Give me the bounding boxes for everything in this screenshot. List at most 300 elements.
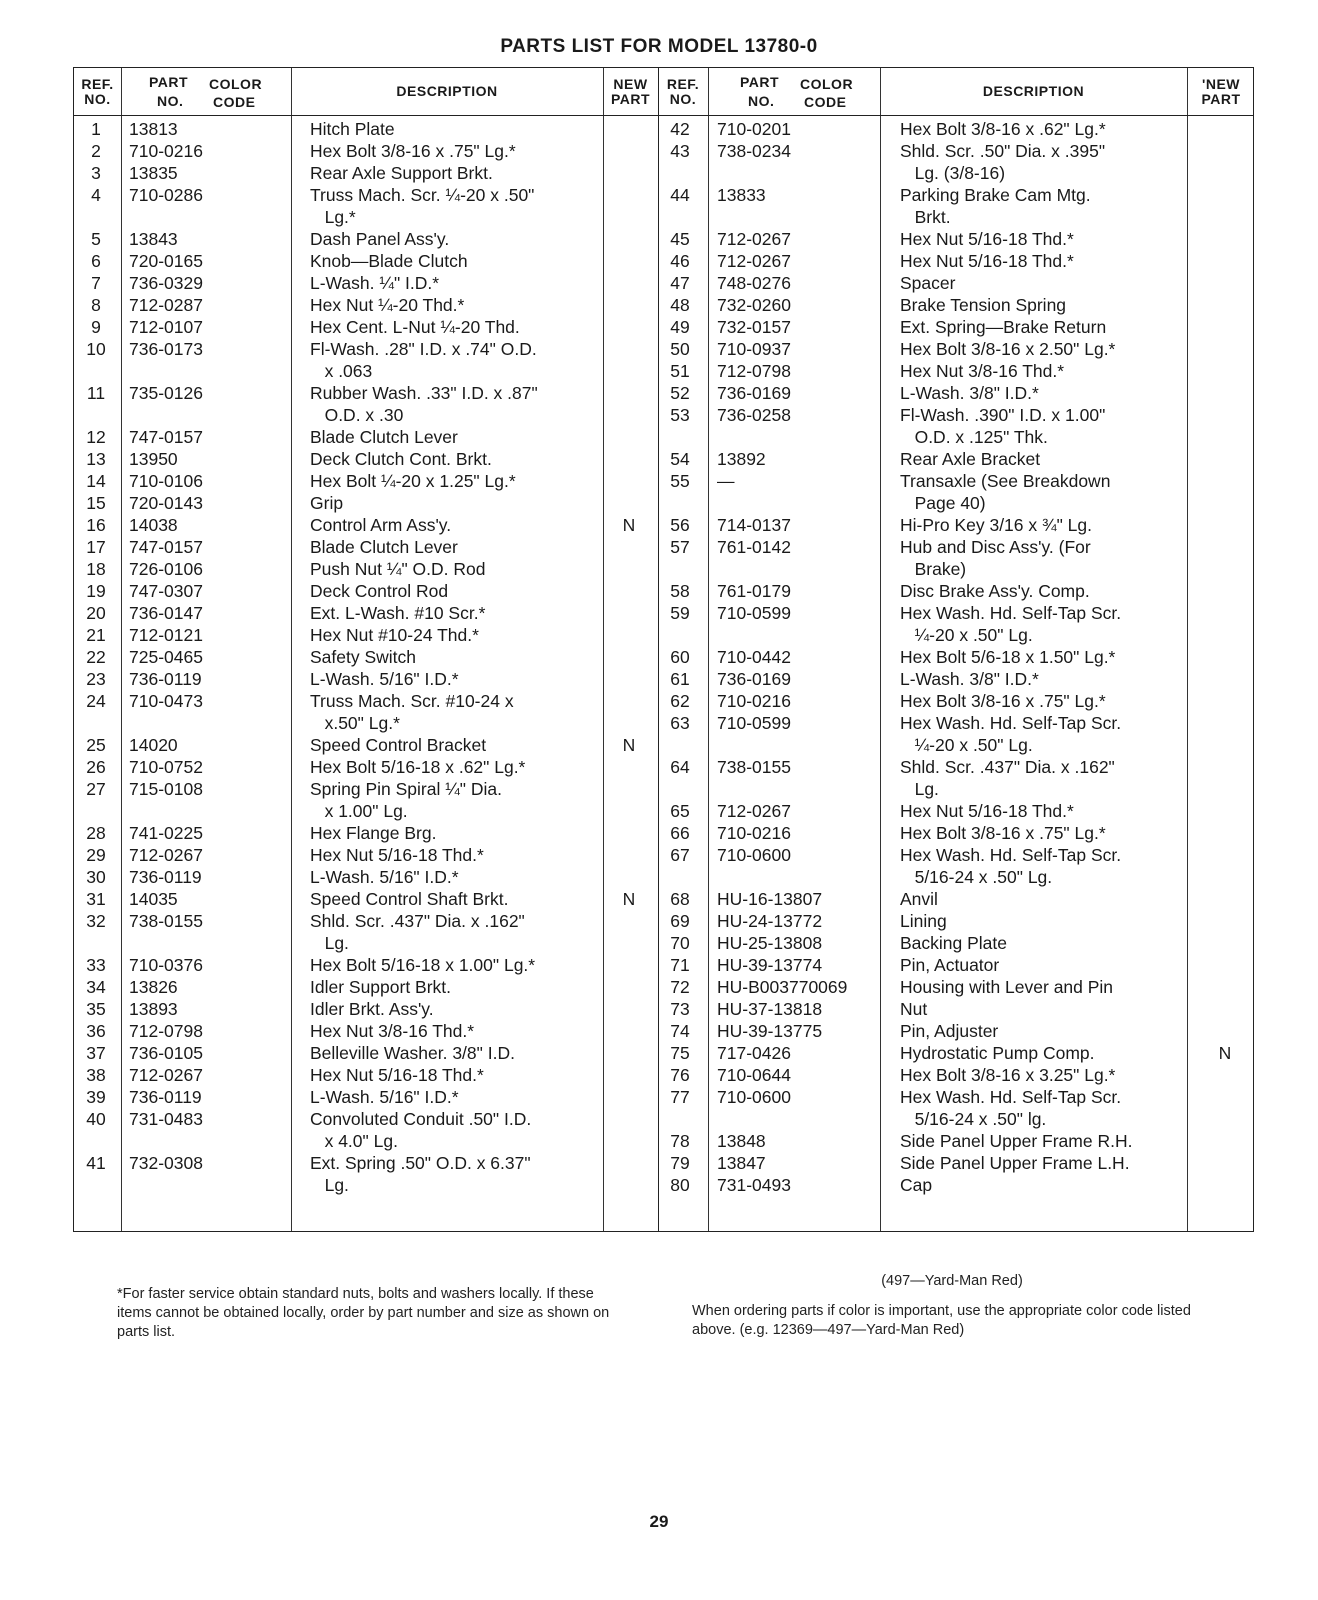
- table-row: [74, 756, 1253, 778]
- table-row: [74, 558, 1253, 580]
- description: Pin, Adjuster: [900, 1021, 999, 1041]
- part-no: 720-0165: [129, 251, 203, 271]
- description: Dash Panel Ass'y.: [310, 229, 450, 249]
- table-row: [74, 866, 1253, 888]
- description: L-Wash. 3/8" I.D.*: [900, 669, 1039, 689]
- description: ¼-20 x .50" Lg.: [900, 735, 1033, 755]
- part-no: 14020: [129, 735, 178, 755]
- part-no: 710-0106: [129, 471, 203, 491]
- part-no: 736-0329: [129, 273, 203, 293]
- ref-no: 22: [86, 647, 106, 667]
- description: Hex Bolt 3/8-16 x .75" Lg.*: [310, 141, 516, 161]
- description: Anvil: [900, 889, 938, 909]
- table-row: [74, 492, 1253, 514]
- part-no: 13847: [717, 1153, 766, 1173]
- table-row: [74, 1130, 1253, 1152]
- part-no: 710-0376: [129, 955, 203, 975]
- ref-no: 71: [670, 955, 690, 975]
- part-no: 720-0143: [129, 493, 203, 513]
- description: Hex Bolt 5/6-18 x 1.50" Lg.*: [900, 647, 1116, 667]
- table-row: [74, 206, 1253, 228]
- part-no: HU-16-13807: [717, 889, 823, 909]
- description: Hex Cent. L-Nut ¼-20 Thd.: [310, 317, 520, 337]
- description: Knob—Blade Clutch: [310, 251, 468, 271]
- ref-no: 29: [86, 845, 106, 865]
- part-no: 712-0798: [717, 361, 791, 381]
- ref-no: 70: [670, 933, 690, 953]
- description: Rear Axle Bracket: [900, 449, 1041, 469]
- part-no: 712-0287: [129, 295, 203, 315]
- part-no: 712-0267: [717, 229, 791, 249]
- description: Side Panel Upper Frame R.H.: [900, 1131, 1133, 1151]
- description: Brkt.: [900, 207, 951, 227]
- description: Idler Brkt. Ass'y.: [310, 999, 434, 1019]
- ref-no: 18: [86, 559, 106, 579]
- new-part-flag: N: [1218, 1043, 1232, 1063]
- description: x .063: [310, 361, 373, 381]
- ref-no: 50: [670, 339, 690, 359]
- description: Ext. L-Wash. #10 Scr.*: [310, 603, 486, 623]
- ref-no: 65: [670, 801, 690, 821]
- ref-no: 55: [670, 471, 690, 491]
- description: Hex Nut 5/16-18 Thd.*: [900, 801, 1074, 821]
- ref-no: 54: [670, 449, 690, 469]
- description: Shld. Scr. .50" Dia. x .395": [900, 141, 1106, 161]
- page-number: 29: [649, 1512, 669, 1531]
- ref-no: 45: [670, 229, 690, 249]
- ref-no: 58: [670, 581, 690, 601]
- ref-no: 17: [86, 537, 106, 557]
- table-row: [74, 1064, 1253, 1086]
- ref-no: 38: [86, 1065, 106, 1085]
- ref-no: 39: [86, 1087, 106, 1107]
- description: Ext. Spring .50" O.D. x 6.37": [310, 1153, 531, 1173]
- ref-no: 1: [91, 119, 101, 139]
- ref-no: 24: [86, 691, 106, 711]
- ref-no: 21: [86, 625, 106, 645]
- ref-no: 14: [86, 471, 106, 491]
- part-no: 726-0106: [129, 559, 203, 579]
- ref-no: 42: [670, 119, 690, 139]
- part-no: 712-0267: [129, 845, 203, 865]
- table-row: [74, 250, 1253, 272]
- part-no: —: [717, 471, 735, 491]
- description: Brake): [900, 559, 967, 579]
- part-no: 747-0307: [129, 581, 203, 601]
- description: L-Wash. 3/8" I.D.*: [900, 383, 1039, 403]
- table-row: [74, 272, 1253, 294]
- table-row: [74, 184, 1253, 206]
- table-row: [74, 954, 1253, 976]
- description: Blade Clutch Lever: [310, 537, 458, 557]
- description: Truss Mach. Scr. #10-24 x: [310, 691, 514, 711]
- part-no: 710-0201: [717, 119, 791, 139]
- description: Hex Nut 3/8-16 Thd.*: [900, 361, 1065, 381]
- ref-no: 61: [670, 669, 690, 689]
- part-no: 14035: [129, 889, 178, 909]
- description: Page 40): [900, 493, 986, 513]
- part-no: 736-0119: [129, 1087, 202, 1107]
- description: Hex Flange Brg.: [310, 823, 437, 843]
- part-no: 731-0493: [717, 1175, 791, 1195]
- header-new-part-right: 'NEW PART: [1201, 75, 1241, 107]
- description: Brake Tension Spring: [900, 295, 1067, 315]
- part-no: 712-0107: [129, 317, 203, 337]
- part-no: 717-0426: [717, 1043, 791, 1063]
- description: Transaxle (See Breakdown: [900, 471, 1111, 491]
- description: Blade Clutch Lever: [310, 427, 458, 447]
- description: Hex Nut 3/8-16 Thd.*: [310, 1021, 475, 1041]
- table-row: [74, 1020, 1253, 1042]
- table-row: [74, 602, 1253, 624]
- table-row: [74, 426, 1253, 448]
- part-no: 732-0308: [129, 1153, 203, 1173]
- description: Spacer: [900, 273, 956, 293]
- table-row: [74, 1174, 1253, 1196]
- description: Hex Bolt 5/16-18 x 1.00" Lg.*: [310, 955, 536, 975]
- description: ¼-20 x .50" Lg.: [900, 625, 1033, 645]
- table-row: [74, 514, 1253, 536]
- ref-no: 13: [86, 449, 106, 469]
- table-row: [74, 910, 1253, 932]
- part-no: 736-0173: [129, 339, 203, 359]
- part-no: HU-39-13775: [717, 1021, 823, 1041]
- description: 5/16-24 x .50" Lg.: [900, 867, 1053, 887]
- header-ref-no-right: REF. NO.: [666, 75, 700, 107]
- ref-no: 76: [670, 1065, 690, 1085]
- part-no: 712-0267: [129, 1065, 203, 1085]
- ref-no: 56: [670, 515, 690, 535]
- ref-no: 31: [86, 889, 106, 909]
- part-no: 13826: [129, 977, 178, 997]
- description: Lg.: [310, 1175, 349, 1195]
- ref-no: 80: [670, 1175, 690, 1195]
- description: Cap: [900, 1175, 933, 1195]
- description: Hex Bolt ¼-20 x 1.25" Lg.*: [310, 471, 516, 491]
- ref-no: 32: [86, 911, 106, 931]
- description: Hex Bolt 3/8-16 x 2.50" Lg.*: [900, 339, 1116, 359]
- header-rule: [74, 115, 1253, 116]
- ref-no: 46: [670, 251, 690, 271]
- ref-no: 44: [670, 185, 690, 205]
- ref-no: 8: [91, 295, 101, 315]
- description: Hex Nut 5/16-18 Thd.*: [900, 251, 1074, 271]
- description: Pin, Actuator: [900, 955, 1000, 975]
- description: Speed Control Bracket: [310, 735, 487, 755]
- part-no: 732-0260: [717, 295, 791, 315]
- description: Hi-Pro Key 3/16 x ¾" Lg.: [900, 515, 1092, 535]
- description: Hub and Disc Ass'y. (For: [900, 537, 1091, 557]
- part-no: 710-0937: [717, 339, 791, 359]
- description: Hydrostatic Pump Comp.: [900, 1043, 1095, 1063]
- description: Parking Brake Cam Mtg.: [900, 185, 1091, 205]
- description: Deck Clutch Cont. Brkt.: [310, 449, 492, 469]
- description: Housing with Lever and Pin: [900, 977, 1114, 997]
- part-no: 747-0157: [129, 427, 203, 447]
- part-no: 714-0137: [717, 515, 791, 535]
- description: L-Wash. 5/16" I.D.*: [310, 669, 459, 689]
- ref-no: 67: [670, 845, 690, 865]
- table-row: [74, 162, 1253, 184]
- part-no: 736-0169: [717, 669, 791, 689]
- description: Hex Nut ¼-20 Thd.*: [310, 295, 465, 315]
- ref-no: 9: [91, 317, 101, 337]
- ref-no: 41: [86, 1153, 106, 1173]
- ref-no: 19: [86, 581, 106, 601]
- description: Fl-Wash. .390" I.D. x 1.00": [900, 405, 1106, 425]
- ref-no: 34: [86, 977, 106, 997]
- ref-no: 48: [670, 295, 690, 315]
- table-row: [74, 844, 1253, 866]
- part-no: HU-37-13818: [717, 999, 823, 1019]
- part-no: 715-0108: [129, 779, 203, 799]
- table-row: [74, 382, 1253, 404]
- description: Hex Wash. Hd. Self-Tap Scr.: [900, 713, 1122, 733]
- part-no: 736-0169: [717, 383, 791, 403]
- part-no: HU-B003770069: [717, 977, 848, 997]
- description: Hex Bolt 3/8-16 x .75" Lg.*: [900, 823, 1106, 843]
- part-no: 738-0155: [717, 757, 791, 777]
- description: Control Arm Ass'y.: [310, 515, 452, 535]
- new-part-flag: N: [622, 735, 636, 755]
- table-row: [74, 294, 1253, 316]
- description: x.50" Lg.*: [310, 713, 400, 733]
- description: Hex Nut 5/16-18 Thd.*: [310, 1065, 484, 1085]
- description: Hex Bolt 3/8-16 x .62" Lg.*: [900, 119, 1106, 139]
- table-row: [74, 822, 1253, 844]
- ref-no: 25: [86, 735, 106, 755]
- description: O.D. x .30: [310, 405, 404, 425]
- table-row: [74, 118, 1253, 140]
- ref-no: 3: [91, 163, 101, 183]
- ref-no: 57: [670, 537, 690, 557]
- table-row: [74, 690, 1253, 712]
- part-no: 13892: [717, 449, 766, 469]
- part-no: 710-0216: [717, 823, 791, 843]
- description: x 4.0" Lg.: [310, 1131, 398, 1151]
- part-no: 710-0442: [717, 647, 791, 667]
- part-no: 736-0119: [129, 669, 202, 689]
- table-row: [74, 1152, 1253, 1174]
- part-no: 710-0752: [129, 757, 203, 777]
- ref-no: 20: [86, 603, 106, 623]
- new-part-flag: N: [622, 889, 636, 909]
- part-no: 710-0599: [717, 713, 791, 733]
- description: Push Nut ¼" O.D. Rod: [310, 559, 486, 579]
- table-row: [74, 998, 1253, 1020]
- ref-no: 74: [670, 1021, 690, 1041]
- part-no: 710-0216: [717, 691, 791, 711]
- page-title: PARTS LIST FOR MODEL 13780-0: [500, 36, 818, 57]
- description: Hex Wash. Hd. Self-Tap Scr.: [900, 603, 1122, 623]
- ref-no: 49: [670, 317, 690, 337]
- ref-no: 7: [91, 273, 101, 293]
- description: Speed Control Shaft Brkt.: [310, 889, 509, 909]
- ref-no: 47: [670, 273, 690, 293]
- ref-no: 68: [670, 889, 690, 909]
- description: Shld. Scr. .437" Dia. x .162": [310, 911, 525, 931]
- table-row: [74, 646, 1253, 668]
- ref-no: 63: [670, 713, 690, 733]
- table-row: [74, 228, 1253, 250]
- ref-no: 52: [670, 383, 690, 403]
- description: Side Panel Upper Frame L.H.: [900, 1153, 1130, 1173]
- part-no: 710-0286: [129, 185, 203, 205]
- part-no: 710-0644: [717, 1065, 791, 1085]
- ref-no: 73: [670, 999, 690, 1019]
- description: Lining: [900, 911, 947, 931]
- description: Belleville Washer. 3/8" I.D.: [310, 1043, 515, 1063]
- part-no: 725-0465: [129, 647, 203, 667]
- part-no: 761-0142: [717, 537, 791, 557]
- table-row: [74, 448, 1253, 470]
- ref-no: 5: [91, 229, 101, 249]
- part-no: 738-0155: [129, 911, 203, 931]
- ref-no: 35: [86, 999, 106, 1019]
- description: L-Wash. ¼" I.D.*: [310, 273, 440, 293]
- description: Ext. Spring—Brake Return: [900, 317, 1107, 337]
- table-row: [74, 140, 1253, 162]
- ref-no: 78: [670, 1131, 690, 1151]
- ref-no: 72: [670, 977, 690, 997]
- description: Rubber Wash. .33" I.D. x .87": [310, 383, 538, 403]
- description: Spring Pin Spiral ¼" Dia.: [310, 779, 502, 799]
- ref-no: 26: [86, 757, 106, 777]
- part-no: 736-0119: [129, 867, 202, 887]
- part-no: 712-0267: [717, 801, 791, 821]
- description: Hitch Plate: [310, 119, 395, 139]
- table-row: [74, 1042, 1253, 1064]
- ref-no: 64: [670, 757, 690, 777]
- ref-no: 40: [86, 1109, 106, 1129]
- ref-no: 23: [86, 669, 106, 689]
- ref-no: 33: [86, 955, 106, 975]
- description: L-Wash. 5/16" I.D.*: [310, 867, 459, 887]
- new-part-flag: N: [622, 515, 636, 535]
- part-no: 710-0599: [717, 603, 791, 623]
- description: Hex Wash. Hd. Self-Tap Scr.: [900, 845, 1122, 865]
- description: Idler Support Brkt.: [310, 977, 452, 997]
- ref-no: 62: [670, 691, 690, 711]
- part-no: HU-24-13772: [717, 911, 823, 931]
- ref-no: 2: [91, 141, 101, 161]
- ref-no: 75: [670, 1043, 690, 1063]
- description: Lg. (3/8-16): [900, 163, 1006, 183]
- header-new-part: NEW PART: [610, 75, 651, 107]
- color-code-note-title: (497—Yard-Man Red): [881, 1273, 1023, 1289]
- part-no: 13833: [717, 185, 766, 205]
- part-no: 738-0234: [717, 141, 791, 161]
- part-no: 13813: [129, 119, 178, 139]
- ref-no: 16: [86, 515, 106, 535]
- table-row: [74, 668, 1253, 690]
- part-no: 13893: [129, 999, 178, 1019]
- part-no: 761-0179: [717, 581, 791, 601]
- table-row: [74, 338, 1253, 360]
- description: L-Wash. 5/16" I.D.*: [310, 1087, 459, 1107]
- header-description-right: DESCRIPTION: [982, 83, 1085, 100]
- ref-no: 36: [86, 1021, 106, 1041]
- ref-no: 30: [86, 867, 106, 887]
- color-code-note: When ordering parts if color is important, use the appropriate color code listed above. (e.g. 12369—497—Yard-Man Red): [692, 1303, 1191, 1338]
- part-no: HU-25-13808: [717, 933, 823, 953]
- footnote-standard-hardware: *For faster service obtain standard nuts, bolts and washers locally. If these items cannot be obtained locally, order by part number and size as shown on parts list.: [117, 1286, 610, 1340]
- table-row: [74, 888, 1253, 910]
- description: Hex Nut 5/16-18 Thd.*: [900, 229, 1074, 249]
- description: Convoluted Conduit .50" I.D.: [310, 1109, 532, 1129]
- description: 5/16-24 x .50" lg.: [900, 1109, 1047, 1129]
- description: Safety Switch: [310, 647, 417, 667]
- description: Disc Brake Ass'y. Comp.: [900, 581, 1090, 601]
- description: Deck Control Rod: [310, 581, 449, 601]
- ref-no: 27: [86, 779, 106, 799]
- description: Hex Nut 5/16-18 Thd.*: [310, 845, 484, 865]
- ref-no: 69: [670, 911, 690, 931]
- ref-no: 12: [86, 427, 106, 447]
- description: Backing Plate: [900, 933, 1008, 953]
- description: Rear Axle Support Brkt.: [310, 163, 493, 183]
- ref-no: 28: [86, 823, 106, 843]
- part-no: 712-0267: [717, 251, 791, 271]
- table-row: [74, 734, 1253, 756]
- part-no: 710-0600: [717, 1087, 791, 1107]
- ref-no: 66: [670, 823, 690, 843]
- table-row: [74, 470, 1253, 492]
- part-no: 710-0600: [717, 845, 791, 865]
- part-no: 732-0157: [717, 317, 791, 337]
- description: Fl-Wash. .28" I.D. x .74" O.D.: [310, 339, 537, 359]
- parts-table: [73, 67, 1254, 1232]
- ref-no: 60: [670, 647, 690, 667]
- description: Shld. Scr. .437" Dia. x .162": [900, 757, 1115, 777]
- table-row: [74, 932, 1253, 954]
- part-no: 710-0473: [129, 691, 203, 711]
- part-no: 736-0105: [129, 1043, 203, 1063]
- description: Hex Nut #10-24 Thd.*: [310, 625, 479, 645]
- part-no: 13950: [129, 449, 178, 469]
- part-no: 712-0121: [129, 625, 203, 645]
- ref-no: 51: [670, 361, 690, 381]
- table-row: [74, 1108, 1253, 1130]
- description: Lg.: [900, 779, 939, 799]
- part-no: 731-0483: [129, 1109, 203, 1129]
- table-row: [74, 404, 1253, 426]
- description: Lg.: [310, 933, 349, 953]
- table-row: [74, 976, 1253, 998]
- table-row: [74, 712, 1253, 734]
- table-row: [74, 580, 1253, 602]
- table-row: [74, 624, 1253, 646]
- description: Hex Bolt 5/16-18 x .62" Lg.*: [310, 757, 526, 777]
- part-no: 13843: [129, 229, 178, 249]
- ref-no: 4: [91, 185, 101, 205]
- part-no: 748-0276: [717, 273, 791, 293]
- part-no: HU-39-13774: [717, 955, 823, 975]
- table-row: [74, 316, 1253, 338]
- header-description: DESCRIPTION: [396, 83, 498, 100]
- part-no: 13835: [129, 163, 178, 183]
- description: Nut: [900, 999, 928, 1019]
- ref-no: 59: [670, 603, 690, 623]
- ref-no: 11: [86, 383, 106, 403]
- part-no: 741-0225: [129, 823, 203, 843]
- header-ref-no: REF. NO.: [81, 75, 114, 107]
- table-row: [74, 1086, 1253, 1108]
- header-part-color: PART NO. COLOR CODE: [149, 74, 263, 110]
- part-no: 710-0216: [129, 141, 203, 161]
- description: O.D. x .125" Thk.: [900, 427, 1048, 447]
- ref-no: 6: [91, 251, 101, 271]
